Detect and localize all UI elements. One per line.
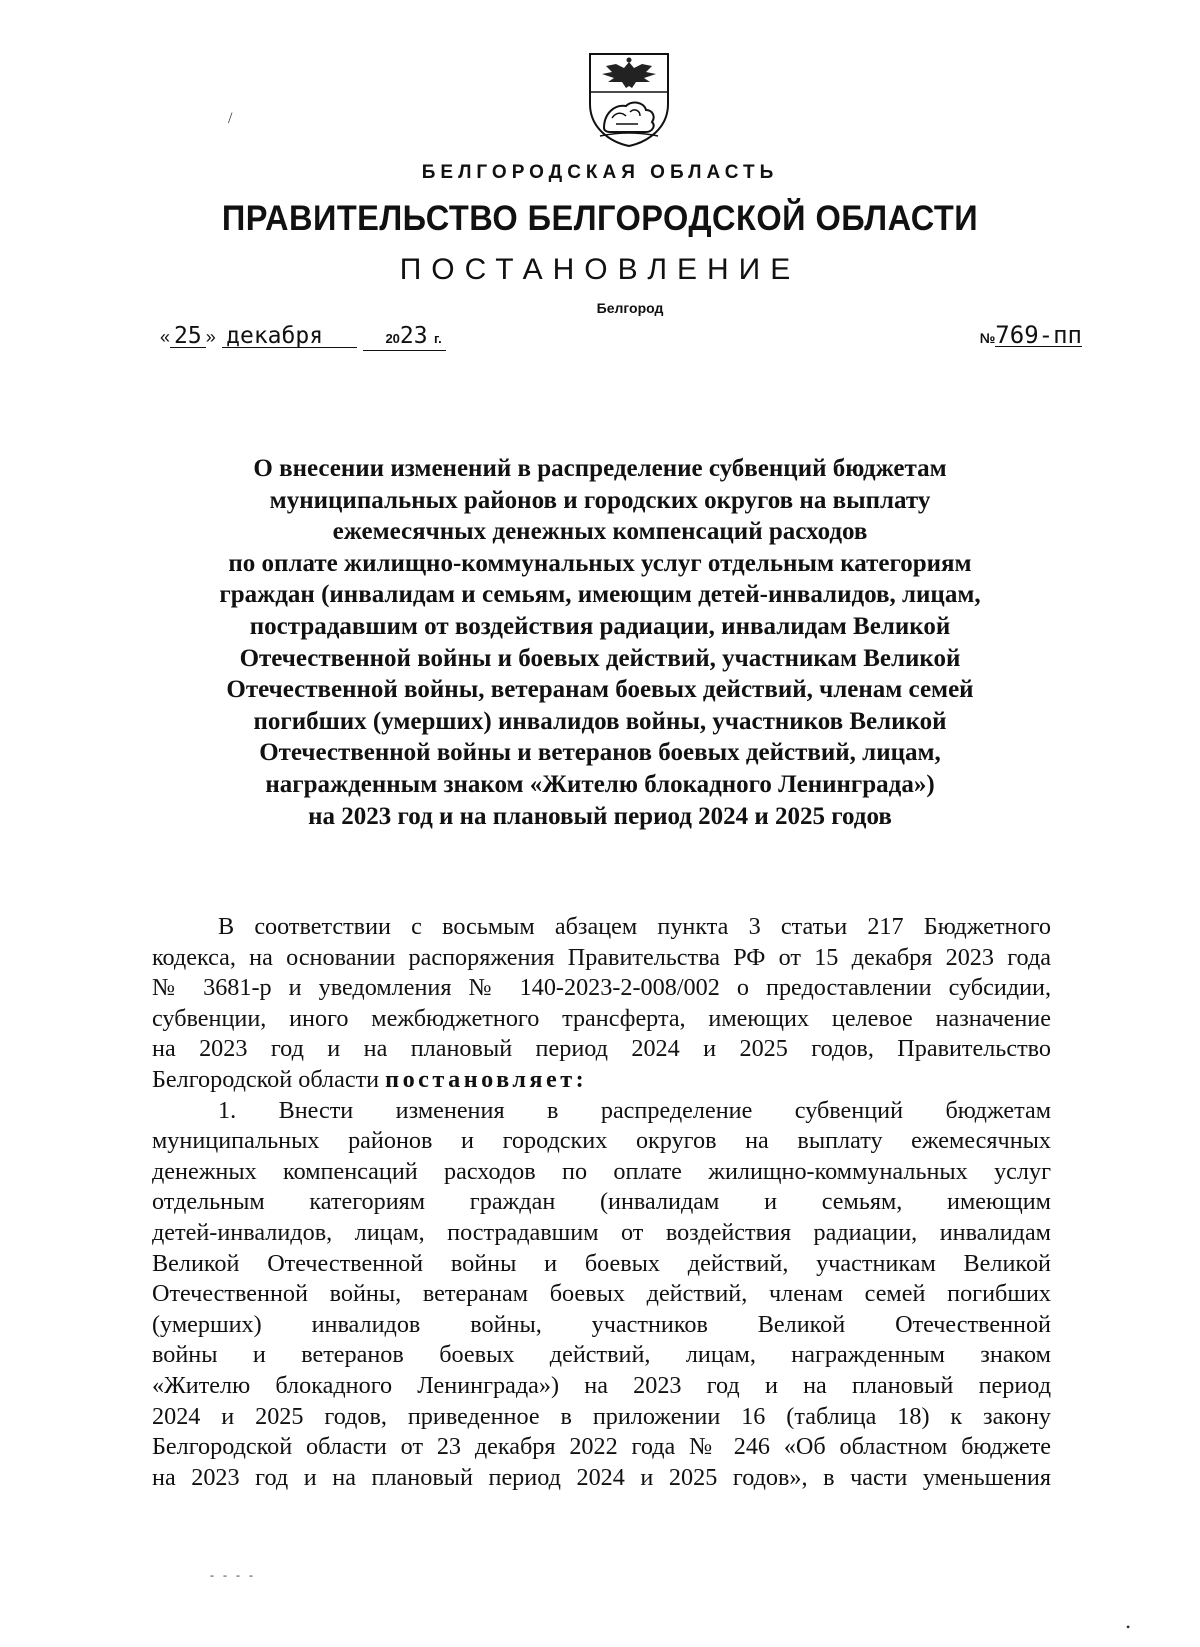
- body-line: на 2023 год и на плановый период 2024 и 2025 годов, Правительство: [152, 1035, 1051, 1063]
- body-line: Отечественной войны, ветеранам боевых действий, членам семей погибших: [152, 1280, 1051, 1308]
- body-line: «Жителю блокадного Ленинграда») на 2023 год и на плановый период: [152, 1371, 1051, 1399]
- city-name: Белгород: [596, 300, 664, 316]
- title-line: муниципальных районов и городских округов на выплату: [269, 486, 931, 514]
- document-body: [152, 912, 1051, 1493]
- body-line: детей-инвалидов, лицам, пострадавшим от воздействия радиации, инвалидам: [152, 1218, 1051, 1246]
- title-line: на 2023 год и на плановый период 2024 и 2025 годов: [308, 802, 892, 830]
- title-line: по оплате жилищно-коммунальных услуг отдельным категориям: [228, 549, 972, 577]
- resolution-verb: постановляет:: [385, 1065, 588, 1093]
- date-month: декабря: [222, 325, 357, 348]
- scan-speck: •: [1126, 1620, 1131, 1634]
- number-label: №: [979, 330, 996, 346]
- body-text: Белгородской области: [152, 1065, 380, 1093]
- body-line: 1. Внести изменения в распределение субвенций бюджетам: [218, 1096, 1051, 1124]
- document-title: [150, 453, 1050, 832]
- title-line: пострадавшим от воздействия радиации, инвалидам Великой: [249, 612, 951, 640]
- body-line: денежных компенсаций расходов по оплате жилищно-коммунальных услуг: [152, 1157, 1051, 1185]
- body-line: Великой Отечественной войны и боевых действий, участникам Великой: [152, 1249, 1051, 1277]
- document-date: « 25 » декабря 2023 г.: [160, 322, 446, 351]
- body-line: [152, 1065, 1051, 1096]
- region-name: БЕЛГОРОДСКАЯ ОБЛАСТЬ: [421, 162, 779, 183]
- scan-speck: - - - -: [210, 1568, 256, 1582]
- title-line: ежемесячных денежных компенсаций расходов: [332, 518, 868, 546]
- government-name: ПРАВИТЕЛЬСТВО БЕЛГОРОДСКОЙ ОБЛАСТИ: [221, 199, 979, 238]
- number-value: 769-пп: [995, 321, 1082, 349]
- body-line: войны и ветеранов боевых действий, лицам, награжденным знаком: [152, 1341, 1051, 1369]
- body-line: (умерших) инвалидов войны, участников Великой Отечественной: [152, 1310, 1051, 1338]
- coat-of-arms-emblem: [586, 52, 672, 148]
- body-line: на 2023 год и на плановый период 2024 и 2025 годов», в части уменьшения: [152, 1463, 1051, 1491]
- body-line: субвенции, иного межбюджетного трансферта, имеющих целевое назначение: [152, 1004, 1051, 1032]
- body-line: В соответствии с восьмым абзацем пункта 3 статьи 217 Бюджетного: [218, 913, 1051, 940]
- body-line: Белгородской области от 23 декабря 2022 года № 246 «Об областном бюджете: [152, 1433, 1051, 1461]
- title-line: граждан (инвалидам и семьям, имеющим детей-инвалидов, лицам,: [219, 581, 981, 609]
- document-type: ПОСТАНОВЛЕНИЕ: [399, 253, 801, 286]
- title-line: погибших (умерших) инвалидов войны, участников Великой: [253, 707, 947, 735]
- date-day: 25: [170, 325, 206, 348]
- title-line: награжденным знаком «Жителю блокадного Ленинграда»): [265, 770, 935, 798]
- title-line: Отечественной войны и боевых действий, участникам Великой: [239, 644, 961, 672]
- date-year-mark: г.: [434, 331, 442, 346]
- date-year-suffix: 23: [399, 323, 428, 349]
- body-line: № 3681-р и уведомления № 140-2023-2-008/002 о предоставлении субсидии,: [152, 974, 1051, 1002]
- scan-speck: /: [228, 110, 233, 127]
- date-year-prefix: 20: [385, 331, 400, 346]
- title-line: Отечественной войны, ветеранам боевых действий, членам семей: [226, 676, 974, 704]
- body-line: кодекса, на основании распоряжения Правительства РФ от 15 декабря 2023 года: [152, 943, 1051, 971]
- title-line: Отечественной войны и ветеранов боевых действий, лицам,: [259, 739, 941, 767]
- body-line: 2024 и 2025 годов, приведенное в приложении 16 (таблица 18) к закону: [152, 1402, 1051, 1430]
- title-line: О внесении изменений в распределение субвенций бюджетам: [253, 455, 947, 482]
- document-number: [980, 322, 1082, 349]
- body-line: отдельным категориям граждан (инвалидам и семьям, имеющим: [152, 1188, 1051, 1216]
- body-line: муниципальных районов и городских округов на выплату ежемесячных: [152, 1127, 1051, 1155]
